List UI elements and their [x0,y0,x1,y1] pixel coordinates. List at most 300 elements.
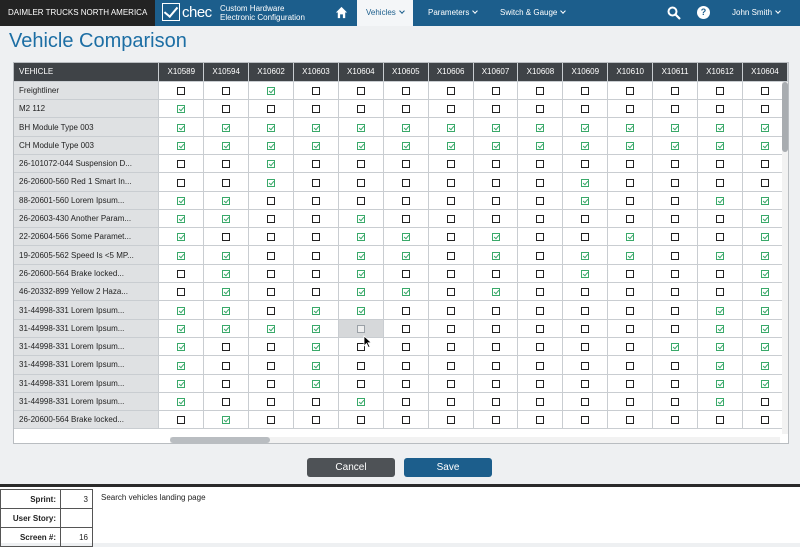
checkbox-checked[interactable] [222,307,230,315]
checkbox-checked[interactable] [312,124,320,132]
checkbox-unchecked[interactable] [581,233,589,241]
vertical-scrollbar[interactable] [782,82,788,434]
checkbox-checked[interactable] [357,233,365,241]
checkbox-unchecked[interactable] [312,270,320,278]
checkbox-unchecked[interactable] [447,252,455,260]
checkbox-checked[interactable] [177,124,185,132]
table-cell [653,228,698,246]
checkbox-checked[interactable] [716,252,724,260]
checkbox-checked[interactable] [581,124,589,132]
checkbox-unchecked[interactable] [402,160,410,168]
checkbox-unchecked[interactable] [536,288,544,296]
checkbox-checked[interactable] [581,179,589,187]
checkbox-checked[interactable] [761,215,769,223]
checkbox-checked[interactable] [267,179,275,187]
checkbox-unchecked[interactable] [536,362,544,370]
checkbox-unchecked[interactable] [761,87,769,95]
checkbox-unchecked[interactable] [492,343,500,351]
checkbox-unchecked[interactable] [222,362,230,370]
column-header[interactable]: X10603 [294,63,339,81]
checkbox-checked[interactable] [581,270,589,278]
table-cell [608,264,653,282]
checkbox-unchecked[interactable] [447,233,455,241]
checkbox-checked[interactable] [177,142,185,150]
checkbox-unchecked[interactable] [626,160,634,168]
column-header[interactable]: X10594 [204,63,249,81]
column-header[interactable]: X10604 [742,63,787,81]
checkbox-checked[interactable] [581,142,589,150]
checkbox-unchecked[interactable] [626,270,634,278]
checkbox-unchecked[interactable] [267,307,275,315]
checkbox-unchecked[interactable] [536,252,544,260]
checkbox-checked[interactable] [716,124,724,132]
checkbox-checked[interactable] [222,124,230,132]
checkbox-unchecked[interactable] [492,307,500,315]
checkbox-unchecked[interactable] [761,398,769,406]
column-header[interactable]: X10604 [338,63,383,81]
checkbox-unchecked[interactable] [177,179,185,187]
checkbox-unchecked[interactable] [671,252,679,260]
checkbox-checked[interactable] [492,142,500,150]
checkbox-unchecked[interactable] [492,270,500,278]
checkbox-unchecked[interactable] [357,325,365,333]
checkbox-checked[interactable] [312,142,320,150]
home-icon[interactable] [335,6,348,19]
checkbox-unchecked[interactable] [581,215,589,223]
checkbox-unchecked[interactable] [671,87,679,95]
checkbox-unchecked[interactable] [402,270,410,278]
checkbox-unchecked[interactable] [536,325,544,333]
checkbox-unchecked[interactable] [402,343,410,351]
checkbox-checked[interactable] [312,325,320,333]
checkbox-unchecked[interactable] [402,380,410,388]
checkbox-checked[interactable] [716,398,724,406]
checkbox-unchecked[interactable] [492,362,500,370]
checkbox-checked[interactable] [177,215,185,223]
checkbox-unchecked[interactable] [581,398,589,406]
checkbox-checked[interactable] [716,142,724,150]
checkbox-checked[interactable] [761,343,769,351]
checkbox-unchecked[interactable] [402,307,410,315]
checkbox-unchecked[interactable] [536,233,544,241]
checkbox-unchecked[interactable] [536,343,544,351]
checkbox-checked[interactable] [357,270,365,278]
nav-vehicles[interactable] [357,0,413,26]
checkbox-checked[interactable] [177,197,185,205]
checkbox-unchecked[interactable] [536,215,544,223]
checkbox-unchecked[interactable] [671,197,679,205]
checkbox-unchecked[interactable] [671,215,679,223]
checkbox-checked[interactable] [222,416,230,424]
checkbox-checked[interactable] [716,325,724,333]
checkbox-checked[interactable] [761,124,769,132]
table-cell [249,100,294,118]
checkbox-unchecked[interactable] [267,270,275,278]
checkbox-unchecked[interactable] [626,416,634,424]
checkbox-unchecked[interactable] [312,160,320,168]
checkbox-unchecked[interactable] [402,105,410,113]
checkbox-checked[interactable] [222,197,230,205]
checkbox-unchecked[interactable] [312,398,320,406]
checkbox-checked[interactable] [357,124,365,132]
checkbox-unchecked[interactable] [716,416,724,424]
checkbox-unchecked[interactable] [671,416,679,424]
column-header[interactable]: X10606 [428,63,473,81]
checkbox-unchecked[interactable] [671,233,679,241]
checkbox-unchecked[interactable] [492,87,500,95]
nav-switch-gauge[interactable] [500,0,565,26]
checkbox-checked[interactable] [222,325,230,333]
column-header[interactable]: X10612 [698,63,743,81]
checkbox-checked[interactable] [177,307,185,315]
checkbox-unchecked[interactable] [492,105,500,113]
checkbox-unchecked[interactable] [222,233,230,241]
checkbox-unchecked[interactable] [357,160,365,168]
checkbox-unchecked[interactable] [402,398,410,406]
horizontal-scrollbar[interactable] [170,437,780,443]
checkbox-unchecked[interactable] [267,197,275,205]
checkbox-checked[interactable] [761,197,769,205]
checkbox-checked[interactable] [447,142,455,150]
checkbox-unchecked[interactable] [581,105,589,113]
checkbox-unchecked[interactable] [581,362,589,370]
checkbox-unchecked[interactable] [222,179,230,187]
checkbox-unchecked[interactable] [312,215,320,223]
checkbox-unchecked[interactable] [177,270,185,278]
checkbox-unchecked[interactable] [357,380,365,388]
checkbox-unchecked[interactable] [761,105,769,113]
checkbox-checked[interactable] [581,252,589,260]
checkbox-unchecked[interactable] [402,416,410,424]
checkbox-unchecked[interactable] [447,160,455,168]
checkbox-unchecked[interactable] [447,362,455,370]
checkbox-unchecked[interactable] [626,325,634,333]
checkbox-checked[interactable] [402,252,410,260]
checkbox-checked[interactable] [716,197,724,205]
checkbox-checked[interactable] [716,343,724,351]
checkbox-checked[interactable] [716,362,724,370]
checkbox-checked[interactable] [222,288,230,296]
checkbox-unchecked[interactable] [222,380,230,388]
checkbox-unchecked[interactable] [536,87,544,95]
checkbox-checked[interactable] [177,380,185,388]
checkbox-checked[interactable] [492,124,500,132]
column-header[interactable]: X10608 [518,63,563,81]
checkbox-unchecked[interactable] [536,160,544,168]
checkbox-checked[interactable] [402,142,410,150]
checkbox-checked[interactable] [402,233,410,241]
checkbox-unchecked[interactable] [671,398,679,406]
checkbox-unchecked[interactable] [626,288,634,296]
checkbox-unchecked[interactable] [581,325,589,333]
checkbox-checked[interactable] [492,233,500,241]
checkbox-unchecked[interactable] [267,416,275,424]
checkbox-unchecked[interactable] [447,270,455,278]
checkbox-unchecked[interactable] [357,197,365,205]
checkbox-unchecked[interactable] [626,105,634,113]
checkbox-unchecked[interactable] [267,398,275,406]
checkbox-unchecked[interactable] [581,288,589,296]
checkbox-unchecked[interactable] [581,416,589,424]
checkbox-unchecked[interactable] [492,325,500,333]
comparison-table-container[interactable] [13,62,789,444]
checkbox-unchecked[interactable] [716,288,724,296]
checkbox-unchecked[interactable] [536,380,544,388]
checkbox-unchecked[interactable] [222,398,230,406]
checkbox-unchecked[interactable] [222,87,230,95]
checkbox-unchecked[interactable] [357,105,365,113]
checkbox-unchecked[interactable] [581,380,589,388]
checkbox-checked[interactable] [447,124,455,132]
checkbox-unchecked[interactable] [357,416,365,424]
checkbox-checked[interactable] [357,252,365,260]
checkbox-unchecked[interactable] [536,416,544,424]
checkbox-checked[interactable] [177,343,185,351]
checkbox-unchecked[interactable] [581,343,589,351]
checkbox-unchecked[interactable] [177,288,185,296]
checkbox-unchecked[interactable] [671,325,679,333]
checkbox-checked[interactable] [761,233,769,241]
checkbox-checked[interactable] [177,105,185,113]
checkbox-unchecked[interactable] [536,179,544,187]
checkbox-unchecked[interactable] [402,325,410,333]
column-header[interactable]: X10605 [383,63,428,81]
checkbox-unchecked[interactable] [267,288,275,296]
checkbox-unchecked[interactable] [716,233,724,241]
checkbox-checked[interactable] [402,288,410,296]
checkbox-unchecked[interactable] [761,179,769,187]
checkbox-unchecked[interactable] [581,160,589,168]
checkbox-unchecked[interactable] [492,380,500,388]
checkbox-unchecked[interactable] [626,197,634,205]
user-menu[interactable] [732,0,780,26]
column-header[interactable]: X10589 [159,63,204,81]
checkbox-checked[interactable] [761,362,769,370]
checkbox-unchecked[interactable] [716,179,724,187]
checkbox-checked[interactable] [761,325,769,333]
checkbox-unchecked[interactable] [447,179,455,187]
checkbox-unchecked[interactable] [671,380,679,388]
checkbox-checked[interactable] [761,270,769,278]
checkbox-checked[interactable] [267,160,275,168]
checkbox-unchecked[interactable] [536,197,544,205]
checkbox-checked[interactable] [671,124,679,132]
checkbox-unchecked[interactable] [312,197,320,205]
checkbox-unchecked[interactable] [671,307,679,315]
checkbox-unchecked[interactable] [581,307,589,315]
checkbox-unchecked[interactable] [761,416,769,424]
checkbox-checked[interactable] [222,142,230,150]
checkbox-unchecked[interactable] [716,270,724,278]
checkbox-unchecked[interactable] [357,179,365,187]
checkbox-checked[interactable] [626,252,634,260]
checkbox-unchecked[interactable] [626,398,634,406]
checkbox-checked[interactable] [312,380,320,388]
checkbox-unchecked[interactable] [447,288,455,296]
column-header[interactable]: X10609 [563,63,608,81]
checkbox-unchecked[interactable] [626,215,634,223]
checkbox-unchecked[interactable] [626,362,634,370]
checkbox-unchecked[interactable] [222,160,230,168]
checkbox-checked[interactable] [357,307,365,315]
checkbox-checked[interactable] [671,343,679,351]
checkbox-unchecked[interactable] [492,179,500,187]
checkbox-checked[interactable] [177,398,185,406]
search-icon[interactable] [667,6,681,20]
column-header-vehicle[interactable]: VEHICLE [14,63,159,81]
column-header[interactable]: X10611 [653,63,698,81]
checkbox-checked[interactable] [177,252,185,260]
checkbox-checked[interactable] [222,215,230,223]
checkbox-checked[interactable] [761,142,769,150]
checkbox-unchecked[interactable] [716,215,724,223]
checkbox-unchecked[interactable] [447,215,455,223]
checkbox-unchecked[interactable] [267,362,275,370]
checkbox-checked[interactable] [267,87,275,95]
checkbox-unchecked[interactable] [626,380,634,388]
checkbox-unchecked[interactable] [671,270,679,278]
checkbox-unchecked[interactable] [267,233,275,241]
column-header[interactable]: X10610 [608,63,653,81]
checkbox-unchecked[interactable] [716,105,724,113]
checkbox-unchecked[interactable] [447,87,455,95]
checkbox-unchecked[interactable] [536,105,544,113]
table-cell [159,228,204,246]
checkbox-unchecked[interactable] [492,215,500,223]
checkbox-unchecked[interactable] [447,307,455,315]
checkbox-unchecked[interactable] [626,87,634,95]
checkbox-checked[interactable] [536,142,544,150]
table-cell [563,246,608,264]
checkbox-checked[interactable] [536,124,544,132]
nav-parameters[interactable] [428,0,477,26]
checkbox-checked[interactable] [177,233,185,241]
checkbox-checked[interactable] [492,288,500,296]
checkbox-unchecked[interactable] [267,380,275,388]
checkbox-checked[interactable] [716,380,724,388]
checkbox-checked[interactable] [267,124,275,132]
checkbox-checked[interactable] [267,142,275,150]
checkbox-unchecked[interactable] [536,398,544,406]
checkbox-unchecked[interactable] [357,87,365,95]
checkbox-unchecked[interactable] [177,87,185,95]
checkbox-unchecked[interactable] [402,215,410,223]
checkbox-checked[interactable] [761,252,769,260]
checkbox-checked[interactable] [716,307,724,315]
checkbox-unchecked[interactable] [581,87,589,95]
checkbox-checked[interactable] [177,325,185,333]
checkbox-unchecked[interactable] [536,307,544,315]
vertical-scrollbar-thumb[interactable] [782,82,788,152]
checkbox-unchecked[interactable] [312,105,320,113]
checkbox-unchecked[interactable] [492,398,500,406]
checkbox-unchecked[interactable] [402,197,410,205]
checkbox-unchecked[interactable] [671,105,679,113]
save-button[interactable]: Save [404,458,492,477]
checkbox-unchecked[interactable] [492,160,500,168]
checkbox-checked[interactable] [402,124,410,132]
checkbox-checked[interactable] [357,288,365,296]
checkbox-unchecked[interactable] [447,380,455,388]
checkbox-unchecked[interactable] [312,288,320,296]
checkbox-unchecked[interactable] [177,160,185,168]
checkbox-unchecked[interactable] [402,87,410,95]
checkbox-unchecked[interactable] [312,87,320,95]
column-header[interactable]: X10607 [473,63,518,81]
checkbox-unchecked[interactable] [267,215,275,223]
checkbox-unchecked[interactable] [222,343,230,351]
checkbox-checked[interactable] [312,307,320,315]
cancel-button[interactable]: Cancel [307,458,395,477]
checkbox-unchecked[interactable] [626,179,634,187]
checkbox-unchecked[interactable] [447,105,455,113]
checkbox-unchecked[interactable] [492,416,500,424]
chec-logo[interactable] [162,3,212,21]
checkbox-unchecked[interactable] [447,325,455,333]
checkbox-checked[interactable] [222,270,230,278]
checkbox-checked[interactable] [312,362,320,370]
column-header[interactable]: X10602 [249,63,294,81]
checkbox-unchecked[interactable] [402,179,410,187]
checkbox-checked[interactable] [581,197,589,205]
checkbox-unchecked[interactable] [312,416,320,424]
checkbox-unchecked[interactable] [671,288,679,296]
checkbox-unchecked[interactable] [626,307,634,315]
checkbox-unchecked[interactable] [671,179,679,187]
checkbox-unchecked[interactable] [671,160,679,168]
checkbox-unchecked[interactable] [761,160,769,168]
checkbox-unchecked[interactable] [402,362,410,370]
checkbox-checked[interactable] [626,233,634,241]
checkbox-unchecked[interactable] [716,87,724,95]
horizontal-scrollbar-thumb[interactable] [170,437,270,443]
checkbox-checked[interactable] [671,142,679,150]
checkbox-unchecked[interactable] [267,252,275,260]
checkbox-unchecked[interactable] [267,105,275,113]
checkbox-unchecked[interactable] [357,362,365,370]
checkbox-checked[interactable] [761,380,769,388]
checkbox-checked[interactable] [761,307,769,315]
checkbox-checked[interactable] [761,288,769,296]
checkbox-checked[interactable] [312,343,320,351]
checkbox-unchecked[interactable] [492,197,500,205]
checkbox-unchecked[interactable] [447,416,455,424]
checkbox-checked[interactable] [492,252,500,260]
checkbox-unchecked[interactable] [716,160,724,168]
checkbox-checked[interactable] [357,215,365,223]
checkbox-unchecked[interactable] [536,270,544,278]
checkbox-checked[interactable] [177,362,185,370]
help-icon[interactable]: ? [697,6,710,19]
checkbox-checked[interactable] [357,398,365,406]
checkbox-unchecked[interactable] [267,343,275,351]
checkbox-unchecked[interactable] [177,416,185,424]
checkbox-checked[interactable] [222,252,230,260]
checkbox-unchecked[interactable] [312,233,320,241]
checkbox-unchecked[interactable] [447,343,455,351]
checkbox-unchecked[interactable] [671,362,679,370]
checkbox-unchecked[interactable] [447,197,455,205]
checkbox-unchecked[interactable] [312,179,320,187]
checkbox-checked[interactable] [357,142,365,150]
checkbox-unchecked[interactable] [312,252,320,260]
checkbox-checked[interactable] [626,142,634,150]
checkbox-unchecked[interactable] [626,343,634,351]
checkbox-checked[interactable] [267,325,275,333]
checkbox-unchecked[interactable] [222,105,230,113]
checkbox-unchecked[interactable] [447,398,455,406]
checkbox-checked[interactable] [626,124,634,132]
